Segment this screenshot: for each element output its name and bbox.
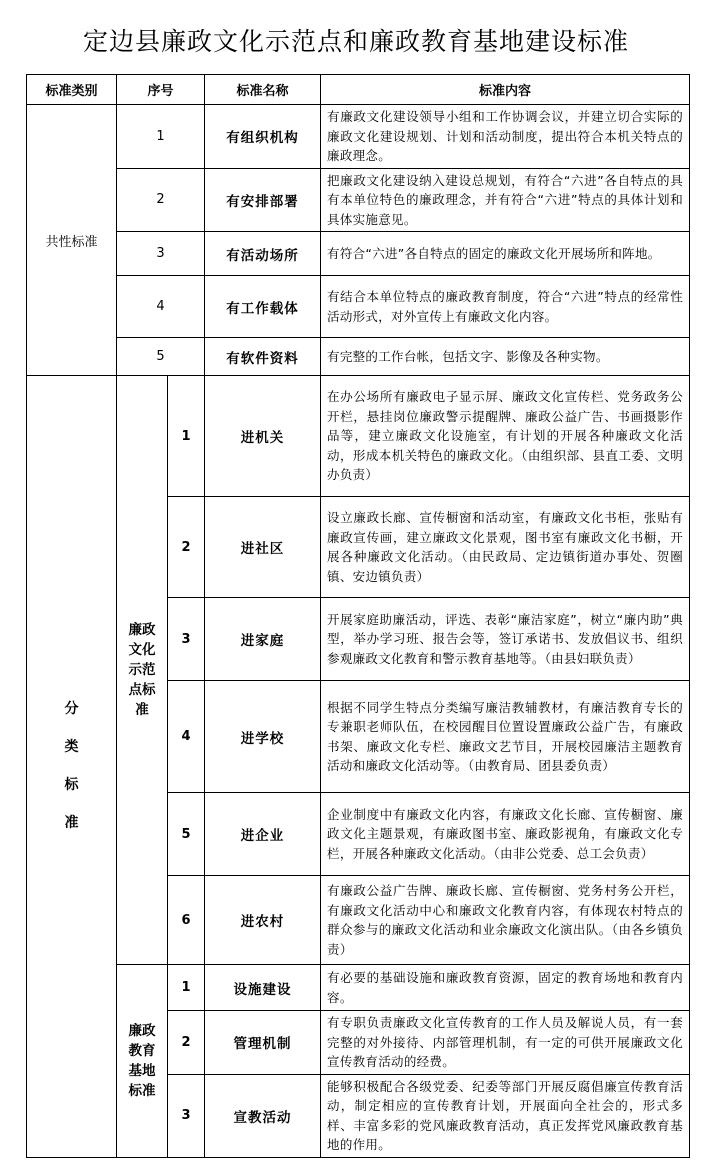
row-number: 5 bbox=[168, 793, 205, 876]
row-number: 3 bbox=[117, 232, 205, 276]
row-number: 2 bbox=[168, 1011, 205, 1075]
table-row bbox=[27, 338, 690, 376]
row-number: 4 bbox=[168, 681, 205, 793]
row-number: 6 bbox=[168, 876, 205, 965]
standard-name: 有活动场所 bbox=[205, 232, 321, 276]
table-row bbox=[27, 168, 690, 232]
category-char: 准 bbox=[64, 815, 79, 832]
row-number: 2 bbox=[168, 497, 205, 598]
standard-name: 进学校 bbox=[205, 681, 321, 793]
row-number: 3 bbox=[168, 1074, 205, 1157]
standard-content: 把廉政文化建设纳入建设总规划，有符合“六进”各自特点的具有本单位特色的廉政理念，并有符合“六进”特点的具体计划和具体实施意见。 bbox=[321, 168, 690, 232]
standard-content: 有廉政公益广告牌、廉政长廊、宣传橱窗、党务村务公开栏，有廉政文化活动中心和廉政文化教育内容，有体现农村特点的群众参与的廉政文化活动和业余廉政文化演出队。（由各乡镇负责） bbox=[321, 876, 690, 965]
row-number: 3 bbox=[168, 598, 205, 681]
table-row bbox=[27, 105, 690, 169]
standard-name: 进家庭 bbox=[205, 598, 321, 681]
category-char: 分 bbox=[64, 701, 79, 718]
table-row bbox=[27, 376, 690, 497]
standard-content: 能够积极配合各级党委、纪委等部门开展反腐倡廉宣传教育活动，制定相应的宣传教育计划，开展面向全社会的，形式多样、丰富多彩的党风廉政教育活动，真正发挥党风廉政教育基地的作用。 bbox=[321, 1074, 690, 1157]
standard-name: 设施建设 bbox=[205, 965, 321, 1011]
standard-name: 管理机制 bbox=[205, 1011, 321, 1075]
header-content: 标准内容 bbox=[321, 75, 690, 105]
category-char: 类 bbox=[64, 739, 79, 756]
standard-name: 进社区 bbox=[205, 497, 321, 598]
table-row bbox=[27, 965, 690, 1011]
standard-name: 有软件资料 bbox=[205, 338, 321, 376]
category-common: 共性标准 bbox=[27, 105, 117, 376]
standard-name: 进农村 bbox=[205, 876, 321, 965]
page-title: 定边县廉政文化示范点和廉政教育基地建设标准 bbox=[82, 27, 629, 56]
standard-content: 有完整的工作台帐，包括文字、影像及各种实物。 bbox=[321, 338, 690, 376]
row-number: 1 bbox=[168, 376, 205, 497]
row-number: 5 bbox=[117, 338, 205, 376]
standard-content: 有专职负责廉政文化宣传教育的工作人员及解说人员，有一套完整的对外接待、内部管理机制，有一定的可供开展廉政文化宣传教育活动的经费。 bbox=[321, 1011, 690, 1075]
standard-content: 有必要的基础设施和廉政教育资源，固定的教育场地和教育内容。 bbox=[321, 965, 690, 1011]
subcategory-demo-points: 廉政 文化 示范 点标 准 bbox=[117, 376, 168, 965]
standard-content: 在办公场所有廉政电子显示屏、廉政文化宣传栏、党务政务公开栏，悬挂岗位廉政警示提醒牌、廉政公益广告、书画摄影作品等，建立廉政文化设施室，有计划的开展各种廉政文化活动，形成本机关特色的廉政文化。（由组织部、县直工委、文明办负责） bbox=[321, 376, 690, 497]
standard-content: 根据不同学生特点分类编写廉洁教辅教材，有廉洁教育专长的专兼职老师队伍，在校园醒目位置设置廉政公益广告，有廉政书架、廉政文化专栏、廉政文艺节目，开展校园廉洁主题教育活动和廉政文化活动等。（由教育局、团县委负责） bbox=[321, 681, 690, 793]
header-category: 标准类别 bbox=[27, 75, 117, 105]
standard-content: 企业制度中有廉政文化内容，有廉政文化长廊、宣传橱窗、廉政文化主题景观，有廉政图书室、廉政影视角，有廉政文化专栏，开展各种廉政文化活动。（由非公党委、总工会负责） bbox=[321, 793, 690, 876]
category-classified bbox=[27, 376, 117, 1158]
header-row bbox=[27, 75, 690, 105]
header-number: 序号 bbox=[117, 75, 205, 105]
row-number: 1 bbox=[117, 105, 205, 169]
table-row bbox=[27, 232, 690, 276]
standard-name: 进企业 bbox=[205, 793, 321, 876]
standard-content: 开展家庭助廉活动，评选、表彰“廉洁家庭”，树立“廉内助”典型，举办学习班、报告会等，签订承诺书、发放倡议书、组织参观廉政文化教育和警示教育基地等。（由县妇联负责） bbox=[321, 598, 690, 681]
subcategory-education-base: 廉政 教育 基地 标准 bbox=[117, 965, 168, 1158]
table-row bbox=[27, 276, 690, 338]
standard-name: 有组织机构 bbox=[205, 105, 321, 169]
standards-table bbox=[26, 74, 690, 1158]
category-char: 标 bbox=[64, 777, 79, 794]
standard-name: 有安排部署 bbox=[205, 168, 321, 232]
row-number: 2 bbox=[117, 168, 205, 232]
header-name: 标准名称 bbox=[205, 75, 321, 105]
standard-content: 有廉政文化建设领导小组和工作协调会议，并建立切合实际的廉政文化建设规划、计划和活动制度，提出符合本机关特点的廉政理念。 bbox=[321, 105, 690, 169]
standard-content: 有符合“六进”各自特点的固定的廉政文化开展场所和阵地。 bbox=[321, 232, 690, 276]
row-number: 1 bbox=[168, 965, 205, 1011]
standard-content: 设立廉政长廊、宣传橱窗和活动室，有廉政文化书柜，张贴有廉政宣传画，建立廉政文化景观，图书室有廉政文化书橱，开展各种廉政文化活动。（由民政局、定边镇街道办事处、贺圈镇、安边镇负责） bbox=[321, 497, 690, 598]
standard-content: 有结合本单位特点的廉政教育制度，符合“六进”特点的经常性活动形式，对外宣传上有廉政文化内容。 bbox=[321, 276, 690, 338]
standard-name: 有工作载体 bbox=[205, 276, 321, 338]
standard-name: 进机关 bbox=[205, 376, 321, 497]
standard-name: 宣教活动 bbox=[205, 1074, 321, 1157]
row-number: 4 bbox=[117, 276, 205, 338]
